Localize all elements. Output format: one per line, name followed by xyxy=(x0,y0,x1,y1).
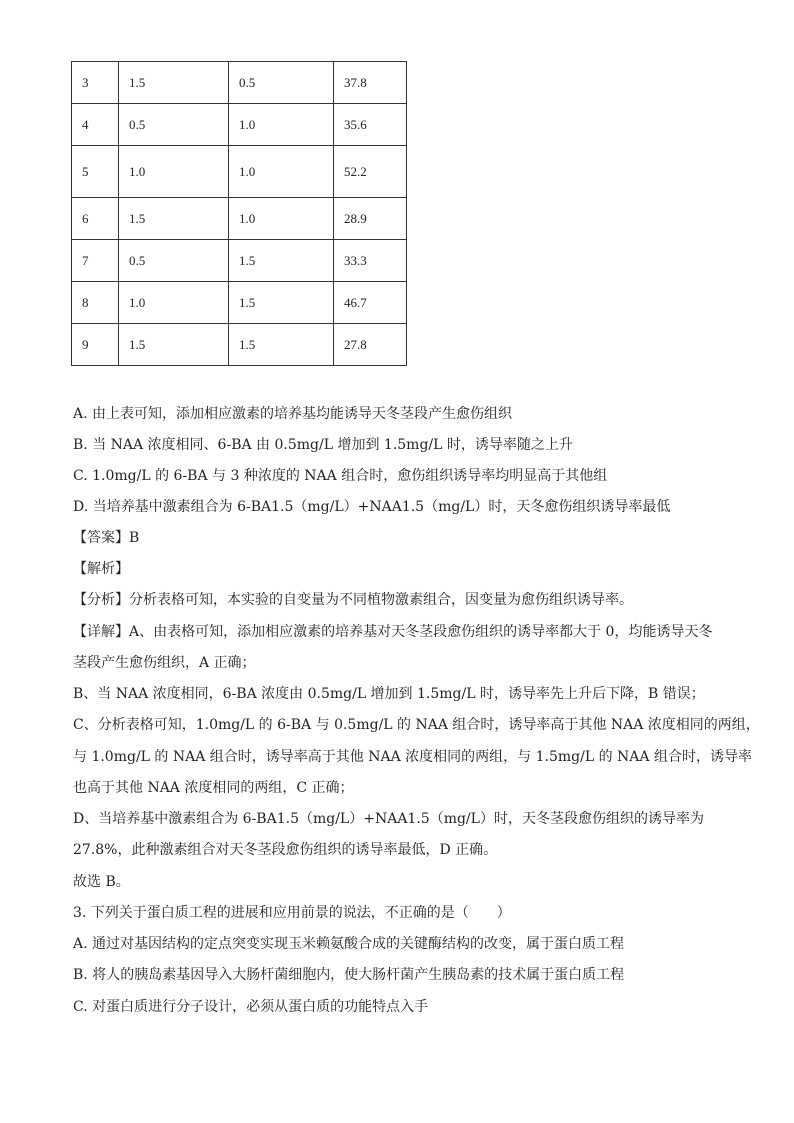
cell-rate: 52.2 xyxy=(334,146,407,198)
q3-option-b: B. 将人的胰岛素基因导入大肠杆菌细胞内，使大肠杆菌产生胰岛素的技术属于蛋白质工程 xyxy=(73,967,625,983)
cell-group-no: 5 xyxy=(72,146,119,198)
detail-line-4: C、分析表格可知，1.0mg/L 的 6-BA 与 0.5mg/L 的 NAA 组合时，诱导率高于其他 NAA 浓度相同的两组， xyxy=(73,717,760,733)
detail-line-3: B、当 NAA 浓度相同，6-BA 浓度由 0.5mg/L 增加到 1.5mg/L 时，诱导率先上升后下降，B 错误； xyxy=(73,686,705,702)
cell-naa: 1.5 xyxy=(229,324,334,366)
detail-line-9: 故选 B。 xyxy=(73,874,130,890)
table-row xyxy=(72,62,407,104)
table-row xyxy=(72,282,407,324)
cell-rate: 28.9 xyxy=(334,198,407,240)
cell-rate: 46.7 xyxy=(334,282,407,324)
cell-naa: 1.0 xyxy=(229,104,334,146)
detail-line-1: 【详解】A、由表格可知，添加相应激素的培养基对天冬茎段愈伤组织的诱导率都大于 0，均能诱导天冬 xyxy=(73,624,713,640)
cell-6ba: 1.5 xyxy=(119,198,229,240)
cell-6ba: 0.5 xyxy=(119,104,229,146)
analysis-header: 【解析】 xyxy=(73,561,129,577)
detail-line-5: 与 1.0mg/L 的 NAA 组合时，诱导率高于其他 NAA 浓度相同的两组，与 1.5mg/L 的 NAA 组合时，诱导率 xyxy=(73,749,752,765)
cell-naa: 1.5 xyxy=(229,282,334,324)
detail-line-6: 也高于其他 NAA 浓度相同的两组，C 正确； xyxy=(73,780,354,796)
table-row xyxy=(72,240,407,282)
cell-6ba: 0.5 xyxy=(119,240,229,282)
q3-option-c: C. 对蛋白质进行分子设计，必须从蛋白质的功能特点入手 xyxy=(73,999,429,1015)
hormone-combination-table xyxy=(71,61,407,366)
analysis-fenxi: 【分析】分析表格可知，本实验的自变量为不同植物激素组合，因变量为愈伤组织诱导率。 xyxy=(73,592,633,608)
q2-option-b: B. 当 NAA 浓度相同、6-BA 由 0.5mg/L 增加到 1.5mg/L 时，诱导率随之上升 xyxy=(73,437,573,453)
cell-6ba: 1.5 xyxy=(119,62,229,104)
q2-option-c: C. 1.0mg/L 的 6-BA 与 3 种浓度的 NAA 组合时，愈伤组织诱导率均明显高于其他组 xyxy=(73,468,608,484)
q2-option-a: A. 由上表可知，添加相应激素的培养基均能诱导天冬茎段产生愈伤组织 xyxy=(73,406,513,422)
detail-line-8: 27.8%，此种激素组合对天冬茎段愈伤组织的诱导率最低，D 正确。 xyxy=(73,842,498,858)
detail-line-2: 茎段产生愈伤组织，A 正确； xyxy=(73,655,256,671)
cell-group-no: 3 xyxy=(72,62,119,104)
cell-naa: 1.0 xyxy=(229,198,334,240)
cell-group-no: 8 xyxy=(72,282,119,324)
cell-6ba: 1.5 xyxy=(119,324,229,366)
cell-naa: 1.5 xyxy=(229,240,334,282)
cell-6ba: 1.0 xyxy=(119,146,229,198)
table-row xyxy=(72,104,407,146)
cell-group-no: 6 xyxy=(72,198,119,240)
cell-rate: 35.6 xyxy=(334,104,407,146)
table-row xyxy=(72,198,407,240)
cell-rate: 27.8 xyxy=(334,324,407,366)
q2-option-d: D. 当培养基中激素组合为 6-BA1.5（mg/L）+NAA1.5（mg/L）时，天冬愈伤组织诱导率最低 xyxy=(73,499,671,515)
cell-rate: 37.8 xyxy=(334,62,407,104)
answer-line: 【答案】B xyxy=(73,530,140,546)
cell-group-no: 4 xyxy=(72,104,119,146)
q3-stem: 3. 下列关于蛋白质工程的进展和应用前景的说法，不正确的是（ ） xyxy=(73,905,511,921)
cell-naa: 0.5 xyxy=(229,62,334,104)
detail-line-7: D、当培养基中激素组合为 6-BA1.5（mg/L）+NAA1.5（mg/L）时，天冬茎段愈伤组织的诱导率为 xyxy=(73,811,704,827)
cell-group-no: 7 xyxy=(72,240,119,282)
cell-rate: 33.3 xyxy=(334,240,407,282)
cell-group-no: 9 xyxy=(72,324,119,366)
q3-option-a: A. 通过对基因结构的定点突变实现玉米赖氨酸合成的关键酶结构的改变，属于蛋白质工程 xyxy=(73,936,625,952)
table-row xyxy=(72,146,407,198)
cell-naa: 1.0 xyxy=(229,146,334,198)
table-row xyxy=(72,324,407,366)
cell-6ba: 1.0 xyxy=(119,282,229,324)
